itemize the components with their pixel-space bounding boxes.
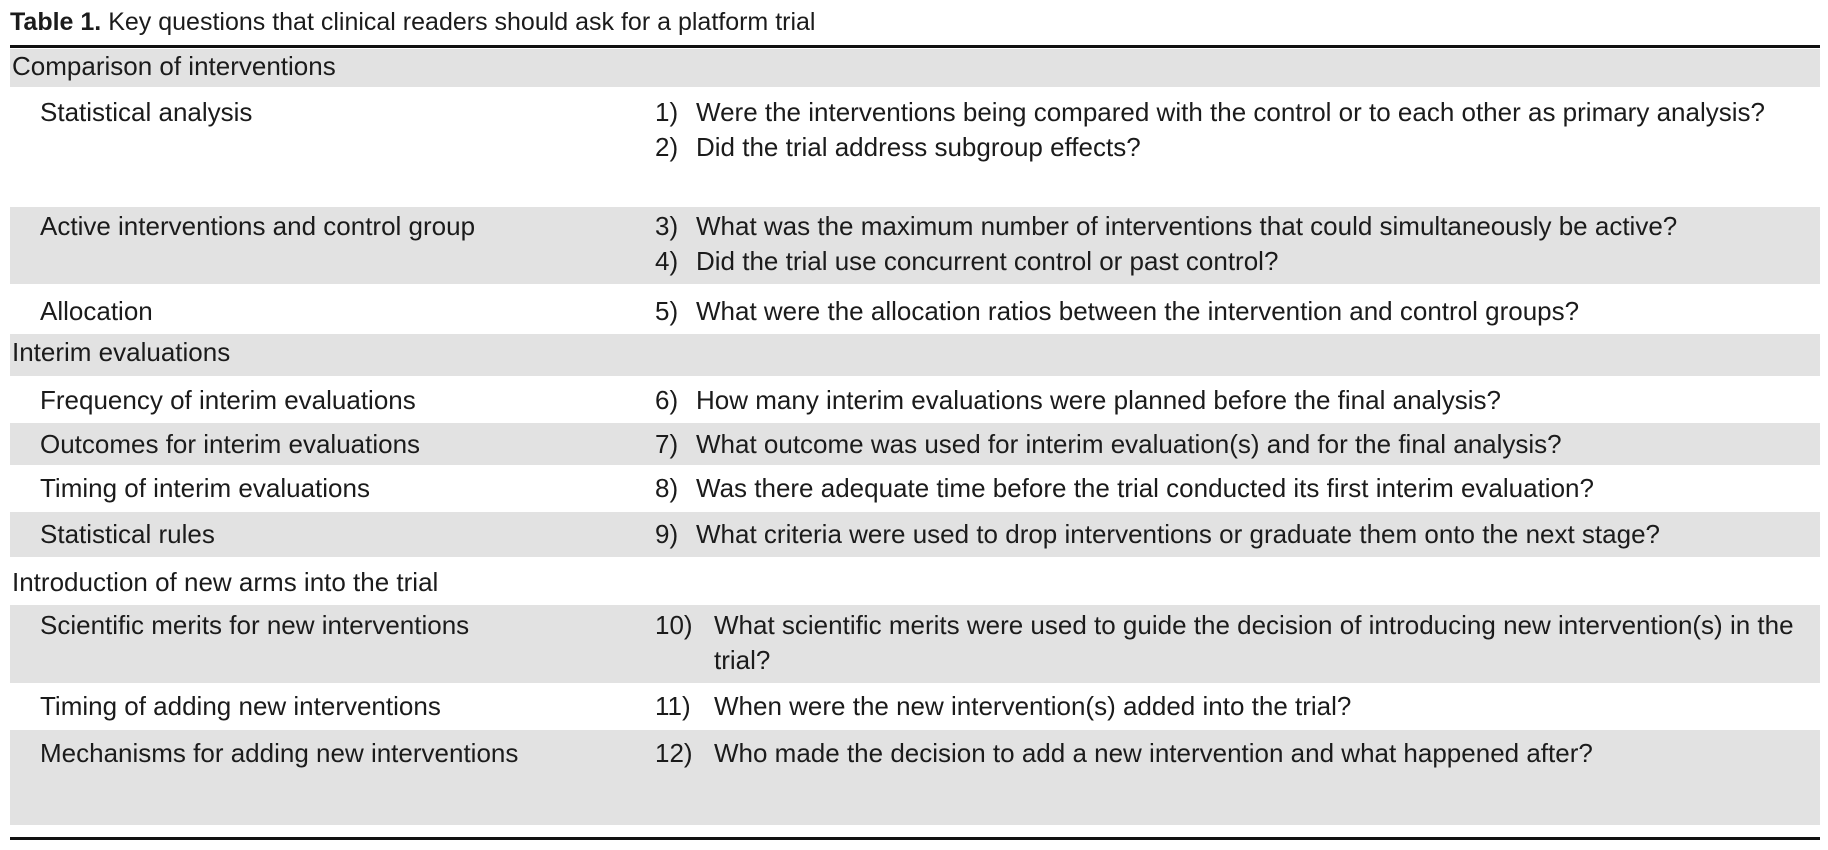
table-caption-label: Table 1. [10,8,102,36]
question [655,608,1820,678]
question [655,427,1820,462]
row-questions [655,427,1820,462]
section-title: Interim evaluations [12,337,231,367]
question-number: 7) [655,429,679,459]
row-questions [655,736,1820,771]
table-row [10,730,1820,825]
question [655,95,1820,130]
table-row [10,207,1820,284]
table-row [10,512,1820,557]
question-number: 10) [655,610,693,640]
question [655,294,1820,329]
question-number: 3) [655,211,679,241]
table-row [10,423,1820,465]
question-text: What outcome was used for interim evaluation(s) and for the final analysis? [696,429,1562,459]
row-label: Frequency of interim evaluations [40,385,416,415]
section-title: Comparison of interventions [12,51,336,81]
question-text: What criteria were used to drop interventions or graduate them onto the next stage? [696,519,1660,549]
row-label: Mechanisms for adding new interventions [40,738,519,768]
question-text: Was there adequate time before the trial conducted its first interim evaluation? [696,473,1594,503]
question-number: 2) [655,132,679,162]
row-label: Allocation [40,296,153,326]
question [655,130,1820,165]
row-questions [655,209,1820,279]
question-text: Did the trial address subgroup effects? [696,132,1141,162]
row-questions [655,608,1820,678]
row-label: Timing of interim evaluations [40,473,370,503]
question [655,517,1820,552]
row-label: Active interventions and control group [40,211,476,241]
row-questions [655,294,1820,329]
row-questions [655,95,1820,165]
row-label: Statistical analysis [40,97,253,127]
question-number: 11) [655,691,691,721]
question-text: Did the trial use concurrent control or past control? [696,246,1279,276]
question [655,383,1820,418]
table-caption-text: Key questions that clinical readers should ask for a platform trial [108,8,816,36]
question-number: 9) [655,519,679,549]
question-number: 5) [655,296,679,326]
table-row [10,465,1820,512]
question-number: 12) [655,738,693,768]
question-number: 8) [655,473,679,503]
question-text: What scientific merits were used to guide the decision of introducing new intervention(s) in the trial? [714,610,1794,675]
row-questions [655,517,1820,552]
section-title: Introduction of new arms into the trial [12,567,439,597]
question-text: When were the new intervention(s) added into the trial? [714,691,1352,721]
table-row [10,605,1820,683]
table-top-rule [10,45,1820,48]
question-text: Who made the decision to add a new intervention and what happened after? [714,738,1593,768]
row-label: Outcomes for interim evaluations [40,429,421,459]
table-row [10,688,1820,730]
section-header-interim [10,334,1820,376]
question-text: What were the allocation ratios between the intervention and control groups? [696,296,1580,326]
row-questions [655,471,1820,506]
row-label: Statistical rules [40,519,215,549]
question-number: 1) [655,97,679,127]
question [655,689,1820,724]
section-header-new-arms [10,565,1820,605]
question [655,209,1820,244]
question-text: What was the maximum number of interventions that could simultaneously be active? [696,211,1678,241]
question [655,244,1820,279]
table-row [10,289,1820,334]
question-text: Were the interventions being compared with the control or to each other as primary analysis? [696,97,1765,127]
row-questions [655,383,1820,418]
table-bottom-rule [10,837,1820,840]
row-questions [655,689,1820,724]
question-number: 6) [655,385,679,415]
section-header-comparison [10,49,1820,87]
row-label: Timing of adding new interventions [40,691,441,721]
question-text: How many interim evaluations were planned before the final analysis? [696,385,1501,415]
table-caption [10,5,816,39]
question [655,471,1820,506]
question-number: 4) [655,246,679,276]
row-label: Scientific merits for new interventions [40,610,470,640]
question [655,736,1820,771]
table-row [10,87,1820,202]
table-row [10,376,1820,423]
